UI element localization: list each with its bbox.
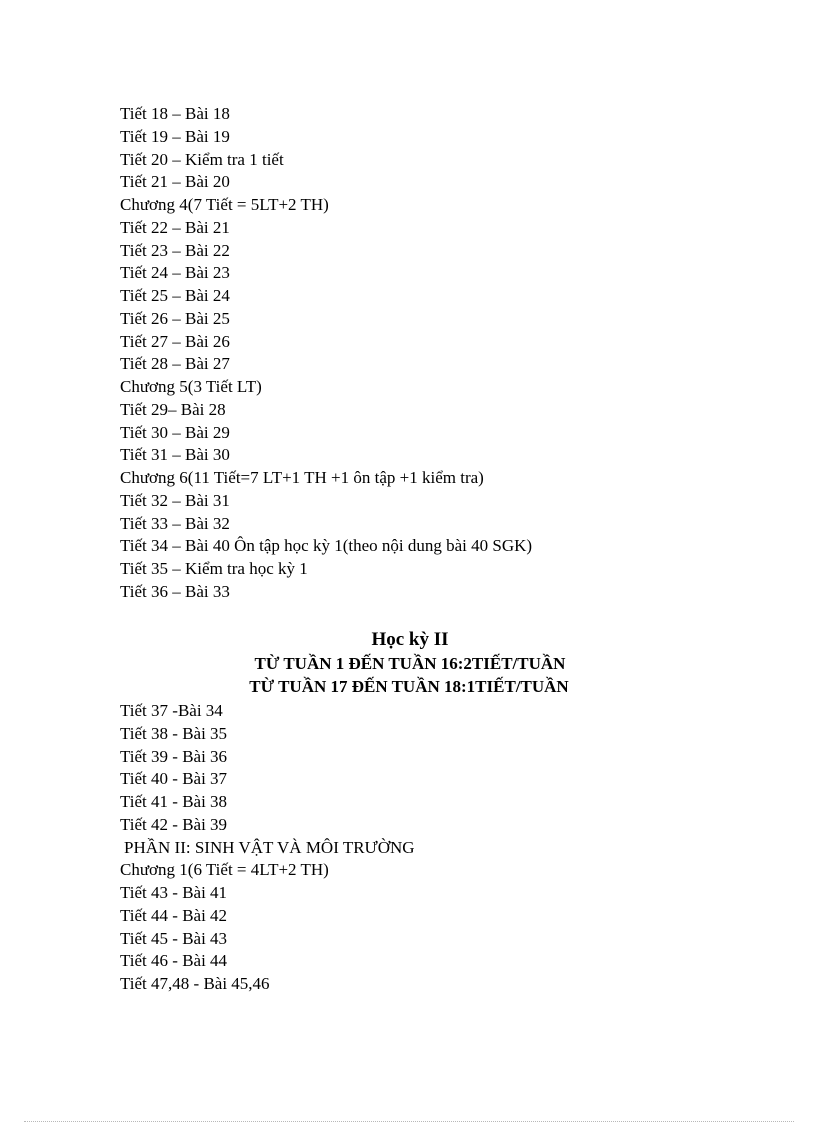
- list-item: Tiết 21 – Bài 20: [120, 172, 230, 192]
- list-item: Tiết 23 – Bài 22: [120, 240, 230, 260]
- list-item: Tiết 25 – Bài 24: [120, 286, 230, 305]
- list-item: Tiết 32 – Bài 31: [120, 490, 230, 510]
- list-item: Tiết 44 - Bài 42: [120, 905, 228, 925]
- list-item: Tiết 31 – Bài 30: [120, 445, 230, 465]
- list-item: Tiết 46 - Bài 44: [120, 951, 228, 971]
- list-item: Tiết 42 - Bài 39: [120, 814, 228, 834]
- semester-subtitle-weeks-17-18: TỪ TUẦN 17 ĐẾN TUẦN 18:1TIẾT/TUẦN: [249, 677, 569, 696]
- chapter-heading: Chương 6(11 Tiết=7 LT+1 TH +1 ôn tập +1 kiểm tra): [120, 468, 484, 487]
- list-item: Tiết 36 – Bài 33: [120, 581, 230, 601]
- list-item: Tiết 30 – Bài 29: [120, 422, 230, 442]
- list-item: Tiết 22 – Bài 21: [120, 217, 230, 237]
- chapter-heading: Chương 4(7 Tiết = 5LT+2 TH): [120, 195, 329, 214]
- chapter-heading: Chương 1(6 Tiết = 4LT+2 TH): [120, 860, 329, 880]
- semester-heading: [0, 628, 816, 698]
- page-bottom-divider: [24, 1121, 794, 1122]
- list-item: Tiết 43 - Bài 41: [120, 883, 228, 902]
- semester-subtitle-weeks-1-16: TỪ TUẦN 1 ĐẾN TUẦN 16:2TIẾT/TUẦN: [254, 654, 566, 673]
- chapter-heading: Chương 5(3 Tiết LT): [120, 377, 262, 396]
- list-item: Tiết 27 – Bài 26: [120, 331, 230, 351]
- list-item: Tiết 39 - Bài 36: [120, 746, 228, 766]
- list-item: Tiết 24 – Bài 23: [120, 263, 230, 283]
- list-item: Tiết 47,48 - Bài 45,46: [120, 974, 270, 993]
- part-heading: PHẦN II: SINH VẬT VÀ MÔI TRƯỜNG: [124, 837, 415, 857]
- list-item: Tiết 35 – Kiểm tra học kỳ 1: [120, 559, 308, 578]
- list-item: Tiết 20 – Kiểm tra 1 tiết: [120, 149, 284, 169]
- list-item: Tiết 19 – Bài 19: [120, 126, 230, 146]
- list-item: Tiết 34 – Bài 40 Ôn tập học kỳ 1(theo nội dung bài 40 SGK): [120, 536, 533, 556]
- list-item: Tiết 38 - Bài 35: [120, 723, 228, 743]
- list-item: Tiết 41 - Bài 38: [120, 792, 228, 811]
- semester-title: Học kỳ II: [371, 629, 449, 650]
- list-item: Tiết 18 – Bài 18: [120, 104, 230, 123]
- list-item: Tiết 29– Bài 28: [120, 399, 226, 419]
- list-item: Tiết 26 – Bài 25: [120, 308, 230, 328]
- lesson-list-semester-1: [120, 103, 740, 604]
- lesson-list-semester-2: [120, 700, 740, 996]
- list-item: Tiết 28 – Bài 27: [120, 354, 230, 374]
- list-item: Tiết 45 - Bài 43: [120, 928, 228, 948]
- list-item: Tiết 33 – Bài 32: [120, 513, 230, 533]
- list-item: Tiết 40 - Bài 37: [120, 769, 228, 789]
- list-item: Tiết 37 -Bài 34: [120, 701, 223, 720]
